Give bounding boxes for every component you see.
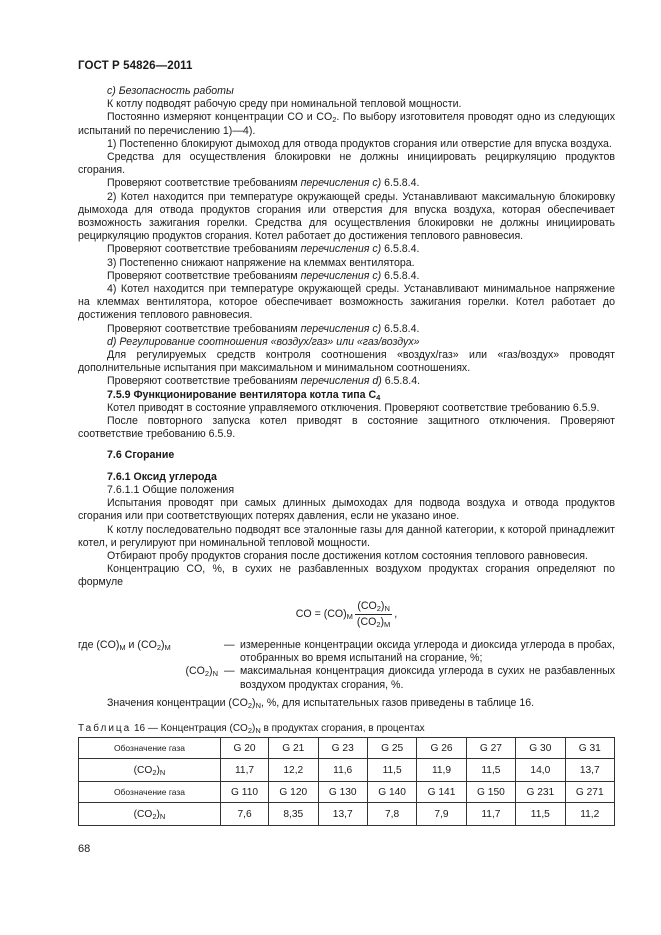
text-run: ) [156, 764, 160, 776]
subscript: N [159, 811, 166, 821]
subscript: M [384, 619, 391, 629]
table-row-values-2 [79, 803, 615, 826]
text-run: ) [156, 808, 160, 820]
subscript: 2 [152, 767, 157, 777]
text-run: , %, для испытательных газов приведены в таблице 16. [260, 696, 535, 709]
gas-cell: G 25 [367, 738, 416, 759]
text-run: где (CO) [78, 638, 120, 651]
paragraph [78, 243, 615, 256]
text-run: 6.5.8.4. [381, 243, 420, 256]
paragraph: Котел приводят в состояние управляемого отключения. Проверяют соответствие требованию 6.5.9. [107, 401, 600, 414]
paragraph: Для регулируемых средств контроля соотношения «воздух/газ» или «газ/воздух» проводят дополнительные испытания при максимальном и минимальном соотношениях. [78, 349, 615, 375]
text-run: Проверяют соответствие требованиям [107, 322, 301, 335]
row-label [79, 803, 221, 826]
value-cell: 7,9 [417, 803, 466, 826]
text-run: (CO [133, 764, 153, 776]
text-run: Значения концентрации (CO [107, 696, 248, 709]
subscript: 2 [204, 669, 210, 679]
paragraph [78, 697, 615, 710]
subscript: M [346, 611, 353, 621]
gas-cell: G 140 [367, 782, 416, 803]
where-definition: измеренные концентрации оксида углерода и диоксида углерода в пробах, отобранных во время испытаний на сгорание, %; [240, 638, 615, 665]
item-heading-c: c) Безопасность работы [107, 85, 234, 97]
formula-fraction [355, 600, 392, 629]
table-16 [78, 737, 615, 826]
paragraph: 3) Постепенно снижают напряжение на клеммах вентилятора. [107, 256, 415, 269]
gas-cell: G 271 [565, 782, 614, 803]
italic-ref: перечисления c) [300, 177, 382, 190]
gas-cell: G 30 [516, 738, 565, 759]
text-run: Проверяют соответствие требованиям [107, 375, 301, 388]
row-label: Обозначение газа [79, 738, 221, 759]
paragraph [78, 336, 615, 349]
paragraph [78, 323, 615, 336]
gas-cell: G 21 [269, 738, 318, 759]
subscript: N [255, 725, 261, 735]
italic-ref: перечисления c) [300, 322, 382, 335]
gas-cell: G 150 [466, 782, 515, 803]
text-run: ) [209, 665, 213, 678]
value-cell: 11,2 [565, 803, 614, 826]
value-cell: 8,35 [269, 803, 318, 826]
where-definition: максимальная концентрация диоксида углерода в сухих не разбавленных воздухом продуктах сгорания, %. [240, 665, 615, 691]
text-run: 16 — Концентрация (CO [131, 722, 248, 734]
value-cell: 11,7 [221, 759, 269, 782]
fraction-numerator [355, 600, 392, 615]
subscript: 2 [247, 725, 252, 735]
formula-lhs [296, 608, 353, 621]
where-line-1 [78, 639, 615, 665]
value-cell: 13,7 [318, 803, 367, 826]
paragraph: Испытания проводят при самых длинных дымоходах для подвода воздуха и отвода продуктов сгорания или при соответствующих потерях давления, если не указано иное. [78, 497, 615, 523]
co-formula [78, 600, 615, 629]
value-cell: 11,9 [417, 759, 466, 782]
subscript: N [255, 700, 261, 710]
italic-ref: перечисления c) [300, 243, 382, 256]
text-run: ) [161, 638, 165, 651]
gas-cell: G 141 [417, 782, 466, 803]
paragraph [78, 111, 615, 137]
paragraph: 4) Котел находится при температуре окружающей среды. Устанавливают минимальное напряжение на клеммах вентилятора, которое обеспечивает возможность зажигания горелки. Котел работает до достижения теплового равновесия. [78, 283, 615, 322]
text-run: и (CO [125, 638, 157, 651]
value-cell: 11,5 [466, 759, 515, 782]
text-run: (CO [357, 599, 377, 612]
paragraph: К котлу последовательно подводят все эталонные газы для данной категории, к которой принадлежит котел, и регулируют при номинальной тепловой мощности. [78, 523, 615, 549]
spacer [78, 463, 615, 471]
standard-header: ГОСТ Р 54826—2011 [78, 60, 193, 72]
text-run: Проверяют соответствие требованиям [107, 177, 301, 190]
where-line-2 [78, 665, 615, 691]
text-run: Проверяют соответствие требованиям [107, 269, 301, 282]
text-run: (CO [356, 615, 377, 628]
subscript: 2 [156, 642, 162, 652]
table-row-values-1 [79, 759, 615, 782]
value-cell: 7,6 [221, 803, 269, 826]
value-cell: 13,7 [565, 759, 614, 782]
subscript: N [212, 669, 218, 679]
gas-cell: G 26 [417, 738, 466, 759]
value-cell: 11,5 [516, 803, 565, 826]
text-run: ) [380, 599, 385, 612]
row-label: Обозначение газа [79, 782, 221, 803]
subscript: 2 [247, 700, 253, 710]
spacer [78, 441, 615, 449]
paragraph: 2) Котел находится при температуре окружающей среды. Устанавливают максимальную блокировку дымохода для отвода продуктов сгорания или отверстия для впуска воздуха, которая обеспечивает возможность зажигания горелки. Средства для осуществления блокировки не должны инициировать рециркуляцию продуктов сгорания. Котел работает до достижения теплового равновесия. [78, 190, 615, 243]
gas-cell: G 31 [565, 738, 614, 759]
section-heading-7-6-1: 7.6.1 Оксид углерода [107, 470, 217, 483]
gas-cell: G 130 [318, 782, 367, 803]
text-run: . По выбору изготовителя проводят одно из следующих испытаний по перечислению 1)—4). [78, 111, 616, 137]
caption-word: Таблица [78, 722, 132, 734]
text-run: в продуктах сгорания, в процентах [260, 722, 425, 734]
page-number: 68 [78, 843, 91, 855]
gas-cell: G 27 [466, 738, 515, 759]
paragraph [78, 85, 615, 98]
value-cell: 11,5 [367, 759, 416, 782]
paragraph [78, 270, 615, 283]
section-heading-7-6-1-1: 7.6.1.1 Общие положения [107, 483, 235, 496]
subscript: 2 [376, 619, 381, 629]
subscript: 2 [376, 603, 381, 613]
value-cell: 12,2 [269, 759, 318, 782]
italic-ref: перечисления d) [300, 375, 382, 388]
subscript: N [384, 603, 390, 613]
text-run: 6.5.8.4. [381, 322, 420, 335]
paragraph: Отбирают пробу продуктов сгорания после достижения котлом состояния теплового равновесия. [107, 549, 588, 562]
text-run: Проверяют соответствие требованиям [107, 243, 301, 256]
value-cell: 7,8 [367, 803, 416, 826]
subscript: 2 [152, 811, 157, 821]
text-run: 6.5.8.4. [381, 177, 420, 190]
table-row-gases-1 [79, 738, 615, 759]
gas-cell: G 20 [221, 738, 269, 759]
row-label [79, 759, 221, 782]
subscript: M [164, 642, 171, 652]
heading-text: 7.5.9 Функционирование вентилятора котла типа C [107, 388, 377, 401]
paragraph: 1) Постепенно блокируют дымоход для отвода продуктов сгорания или отверстие для впуска воздуха. [107, 137, 612, 150]
text-run: 6.5.8.4. [381, 375, 421, 388]
text-run: ) [252, 722, 256, 734]
paragraph: Средства для осуществления блокировки не должны инициировать рециркуляцию продуктов сгорания. [78, 151, 615, 177]
gas-cell: G 23 [318, 738, 367, 759]
fraction-denominator [355, 615, 392, 629]
paragraph [78, 177, 615, 190]
text-run: 6.5.8.4. [381, 269, 420, 282]
table-caption [78, 722, 615, 735]
text-run: ) [380, 615, 385, 628]
text-run: (CO [185, 665, 205, 678]
paragraph: Концентрацию CO, %, в сухих не разбавленных воздухом продуктах сгорания определяют по формуле [78, 563, 615, 589]
value-cell: 11,7 [466, 803, 515, 826]
dash: — [224, 665, 235, 678]
section-heading-7-6: 7.6 Сгорание [107, 449, 175, 462]
table-row-gases-2 [79, 782, 615, 803]
text-run: ) [252, 696, 256, 709]
text-run: Постоянно измеряют концентрации CO и CO [107, 111, 333, 124]
subscript: 4 [376, 392, 381, 402]
gas-cell: G 120 [269, 782, 318, 803]
paragraph: К котлу подводят рабочую среду при номинальной тепловой мощности. [107, 98, 462, 111]
item-heading-d: d) Регулирование соотношения «воздух/газ» или «газ/воздух» [107, 335, 420, 348]
dash: — [224, 638, 235, 651]
section-heading-7-5-9 [78, 389, 615, 402]
value-cell: 11,6 [318, 759, 367, 782]
subscript: M [119, 642, 126, 652]
document-body [78, 85, 615, 826]
where-symbols [78, 639, 224, 665]
where-symbols [78, 665, 224, 691]
text-run: CO = (CO) [295, 607, 347, 620]
gas-cell: G 231 [516, 782, 565, 803]
text-run: (CO [133, 808, 153, 820]
value-cell: 14,0 [516, 759, 565, 782]
gas-cell: G 110 [221, 782, 269, 803]
text-run: , [394, 607, 398, 620]
paragraph: После повторного запуска котел приводят в состояние защитного отключения. Проверяют соответствие требованию 6.5.9. [78, 415, 615, 441]
italic-ref: перечисления c) [300, 269, 382, 282]
subscript: 2 [332, 115, 337, 125]
subscript: N [159, 767, 166, 777]
paragraph [78, 375, 615, 388]
